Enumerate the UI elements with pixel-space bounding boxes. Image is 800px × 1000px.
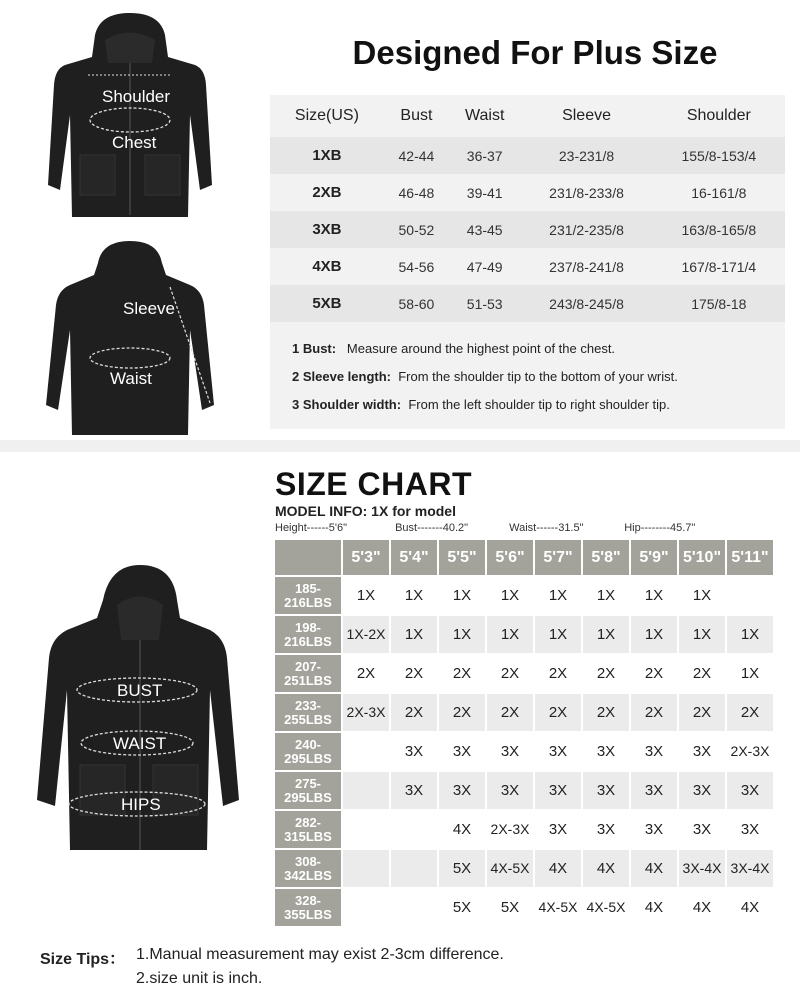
size-cell — [391, 811, 437, 848]
size-cell: 1X — [727, 616, 773, 653]
size-cell: 1X — [535, 577, 581, 614]
jacket-label-hips: HIPS — [121, 795, 161, 814]
height-header: 5'10" — [679, 540, 725, 575]
size-cell: 3X — [487, 772, 533, 809]
size-cell — [343, 889, 389, 926]
size-cell: 3X — [679, 733, 725, 770]
size-cell: 2X — [487, 655, 533, 692]
weight-cell — [275, 772, 341, 809]
size-cell: 3X — [391, 772, 437, 809]
model-stat: Hip--------45.7" — [624, 522, 696, 534]
measure-cell: 46-48 — [384, 174, 449, 211]
height-header: 5'9" — [631, 540, 677, 575]
size-cell: 3X — [583, 772, 629, 809]
jacket-label-bust: BUST — [117, 681, 163, 700]
weight-text: 295LBS — [284, 750, 332, 766]
size-cell: 4X — [679, 889, 725, 926]
measure-cell: 36-37 — [449, 137, 520, 174]
measure-cell: 167/8-171/4 — [653, 248, 785, 285]
size-cell: 2X-3X — [343, 694, 389, 731]
measure-cell: 231/8-233/8 — [520, 174, 652, 211]
measure-cell: 155/8-153/4 — [653, 137, 785, 174]
height-header: 5'6" — [487, 540, 533, 575]
measure-cell: 2XB — [270, 174, 384, 211]
size-cell: 3X — [679, 811, 725, 848]
size-cell: 2X — [391, 655, 437, 692]
measure-cell: 54-56 — [384, 248, 449, 285]
size-cell: 2X — [487, 694, 533, 731]
model-stat: Bust-------40.2" — [395, 522, 469, 534]
weight-text: 295LBS — [284, 789, 332, 805]
size-tip: 1.Manual measurement may exist 2-3cm difference. — [136, 946, 504, 963]
size-row — [275, 655, 773, 692]
size-row — [275, 694, 773, 731]
size-cell: 3X — [631, 772, 677, 809]
measure-header: Size(US) — [294, 107, 359, 124]
size-cell — [343, 811, 389, 848]
jacket-back-illustration — [30, 235, 230, 445]
size-cell: 3X — [535, 772, 581, 809]
size-cell: 3X — [583, 811, 629, 848]
size-cell: 1X — [583, 616, 629, 653]
size-row — [275, 889, 773, 926]
measure-cell: 42-44 — [384, 137, 449, 174]
size-cell: 2X-3X — [487, 811, 533, 848]
weight-text: 255LBS — [284, 711, 332, 727]
size-cell: 4X — [535, 850, 581, 887]
height-header: 5'8" — [583, 540, 629, 575]
size-cell: 1X — [391, 577, 437, 614]
measure-cell: 4XB — [270, 248, 384, 285]
size-cell: 3X — [391, 733, 437, 770]
section-divider — [0, 440, 800, 452]
jacket-label-waist: Waist — [110, 369, 152, 388]
note-item: 3 Shoulder width: From the left shoulder tip to right shoulder tip. — [292, 397, 670, 412]
size-cell: 2X — [679, 694, 725, 731]
weight-text: 355LBS — [284, 906, 332, 922]
size-cell: 4X-5X — [583, 889, 629, 926]
weight-cell — [275, 577, 341, 614]
measure-cell: 50-52 — [384, 211, 449, 248]
measure-row — [270, 248, 785, 285]
weight-text: 233- — [294, 697, 322, 713]
measurement-table — [270, 95, 785, 322]
weight-text: 251LBS — [284, 672, 332, 688]
weight-text: 216LBS — [284, 594, 332, 610]
size-cell: 2X — [583, 655, 629, 692]
measure-cell: 237/8-241/8 — [520, 248, 652, 285]
weight-cell — [275, 889, 341, 926]
measure-cell: 1XB — [270, 137, 384, 174]
size-row — [275, 850, 773, 887]
size-cell — [343, 850, 389, 887]
measure-cell: 163/8-165/8 — [653, 211, 785, 248]
size-cell: 4X — [439, 811, 485, 848]
weight-cell — [275, 655, 341, 692]
size-cell: 3X — [727, 772, 773, 809]
jacket-front-illustration — [30, 5, 230, 230]
measure-cell: 16-161/8 — [653, 174, 785, 211]
size-cell: 1X — [535, 616, 581, 653]
size-cell: 2X — [583, 694, 629, 731]
measure-cell: 23-231/8 — [520, 137, 652, 174]
size-cell: 3X — [439, 772, 485, 809]
size-cell: 2X — [391, 694, 437, 731]
measure-header: Waist — [464, 107, 505, 124]
measure-header: Bust — [400, 107, 433, 124]
measure-cell: 5XB — [270, 285, 384, 322]
note-item: 2 Sleeve length: From the shoulder tip to the bottom of your wrist. — [292, 369, 678, 384]
size-row — [275, 772, 773, 809]
size-cell: 2X — [535, 694, 581, 731]
measure-row — [270, 211, 785, 248]
measurement-panel — [270, 95, 785, 429]
model-info: MODEL INFO: 1X for model — [275, 503, 456, 519]
weight-cell — [275, 616, 341, 653]
size-cell: 1X — [679, 577, 725, 614]
size-cell: 3X-4X — [727, 850, 773, 887]
size-cell: 3X — [535, 733, 581, 770]
size-cell: 2X — [535, 655, 581, 692]
size-cell: 1X — [631, 577, 677, 614]
jacket-label-sleeve: Sleeve — [123, 299, 175, 318]
size-cell: 1X — [439, 616, 485, 653]
height-header: 5'3" — [343, 540, 389, 575]
size-cell: 2X — [439, 655, 485, 692]
weight-text: 240- — [294, 736, 322, 752]
size-cell: 2X — [727, 694, 773, 731]
measure-header: Sleeve — [562, 107, 611, 124]
size-cell: 1X — [727, 655, 773, 692]
size-cell — [343, 733, 389, 770]
size-cell: 3X — [535, 811, 581, 848]
weight-cell — [275, 811, 341, 848]
jacket-model-illustration — [25, 560, 250, 870]
size-cell: 4X — [631, 889, 677, 926]
model-stats — [275, 522, 795, 534]
size-cell: 3X — [631, 811, 677, 848]
size-cell: 3X — [679, 772, 725, 809]
model-stat: Waist------31.5" — [509, 522, 584, 534]
size-row — [275, 616, 773, 653]
size-cell: 3X-4X — [679, 850, 725, 887]
size-cell: 3X — [631, 733, 677, 770]
corner-cell — [275, 540, 341, 575]
size-cell: 1X — [583, 577, 629, 614]
measure-row — [270, 285, 785, 322]
weight-cell — [275, 733, 341, 770]
size-cell — [391, 889, 437, 926]
size-row — [275, 577, 773, 614]
measure-row — [270, 137, 785, 174]
measure-cell: 3XB — [270, 211, 384, 248]
size-cell: 3X — [487, 733, 533, 770]
size-cell: 1X — [343, 577, 389, 614]
measure-cell: 51-53 — [449, 285, 520, 322]
size-cell: 5X — [439, 889, 485, 926]
weight-text: 328- — [294, 892, 322, 908]
size-tips-label: Size Tips： — [40, 951, 126, 968]
size-cell: 3X — [439, 733, 485, 770]
size-row — [275, 811, 773, 848]
measure-header: Shoulder — [686, 107, 751, 124]
size-cell: 2X-3X — [727, 733, 773, 770]
jacket-label-waist-chart: WAIST — [113, 734, 167, 753]
height-header: 5'7" — [535, 540, 581, 575]
measure-cell: 231/2-235/8 — [520, 211, 652, 248]
measurement-notes — [292, 335, 678, 419]
weight-text: 342LBS — [284, 867, 332, 883]
size-cell — [343, 772, 389, 809]
size-cell: 1X — [439, 577, 485, 614]
size-cell: 1X-2X — [343, 616, 389, 653]
size-cell: 2X — [343, 655, 389, 692]
size-cell: 1X — [391, 616, 437, 653]
weight-cell — [275, 694, 341, 731]
size-cell: 5X — [439, 850, 485, 887]
measure-cell: 58-60 — [384, 285, 449, 322]
size-chart-table — [273, 538, 775, 928]
jacket-label-chest: Chest — [112, 133, 157, 152]
weight-text: 207- — [294, 658, 322, 674]
size-cell — [727, 577, 773, 614]
weight-text: 185- — [294, 580, 322, 596]
measure-cell: 175/8-18 — [653, 285, 785, 322]
measure-cell: 243/8-245/8 — [520, 285, 652, 322]
size-cell: 1X — [679, 616, 725, 653]
size-cell: 4X-5X — [487, 850, 533, 887]
size-cell: 2X — [679, 655, 725, 692]
size-cell: 4X — [727, 889, 773, 926]
height-header: 5'11" — [727, 540, 773, 575]
jacket-label-shoulder: Shoulder — [102, 87, 171, 106]
size-cell: 1X — [487, 616, 533, 653]
weight-text: 275- — [294, 775, 322, 791]
size-cell: 4X — [631, 850, 677, 887]
weight-text: 315LBS — [284, 828, 332, 844]
weight-text: 198- — [294, 619, 322, 635]
height-header: 5'4" — [391, 540, 437, 575]
measure-cell: 47-49 — [449, 248, 520, 285]
size-row — [275, 733, 773, 770]
designed-for-plus-size-title: Designed For Plus Size — [352, 34, 718, 71]
weight-cell — [275, 850, 341, 887]
size-cell: 2X — [631, 655, 677, 692]
size-chart — [273, 538, 775, 928]
size-cell: 4X — [583, 850, 629, 887]
size-cell: 3X — [727, 811, 773, 848]
weight-text: 216LBS — [284, 633, 332, 649]
height-header: 5'5" — [439, 540, 485, 575]
weight-text: 308- — [294, 853, 322, 869]
size-chart-title: SIZE CHART — [275, 466, 472, 502]
note-item: 1 Bust: Measure around the highest point of the chest. — [292, 341, 616, 356]
size-cell: 2X — [439, 694, 485, 731]
size-cell — [391, 850, 437, 887]
size-cell: 5X — [487, 889, 533, 926]
size-cell: 2X — [631, 694, 677, 731]
size-cell: 1X — [487, 577, 533, 614]
size-cell: 1X — [631, 616, 677, 653]
size-tip: 2.size unit is inch. — [136, 970, 263, 987]
weight-text: 282- — [294, 814, 322, 830]
measure-row — [270, 174, 785, 211]
size-cell: 3X — [583, 733, 629, 770]
measure-cell: 39-41 — [449, 174, 520, 211]
measure-cell: 43-45 — [449, 211, 520, 248]
height-header-row — [275, 540, 773, 575]
size-cell: 4X-5X — [535, 889, 581, 926]
model-stat: Height------5'6" — [275, 522, 348, 534]
